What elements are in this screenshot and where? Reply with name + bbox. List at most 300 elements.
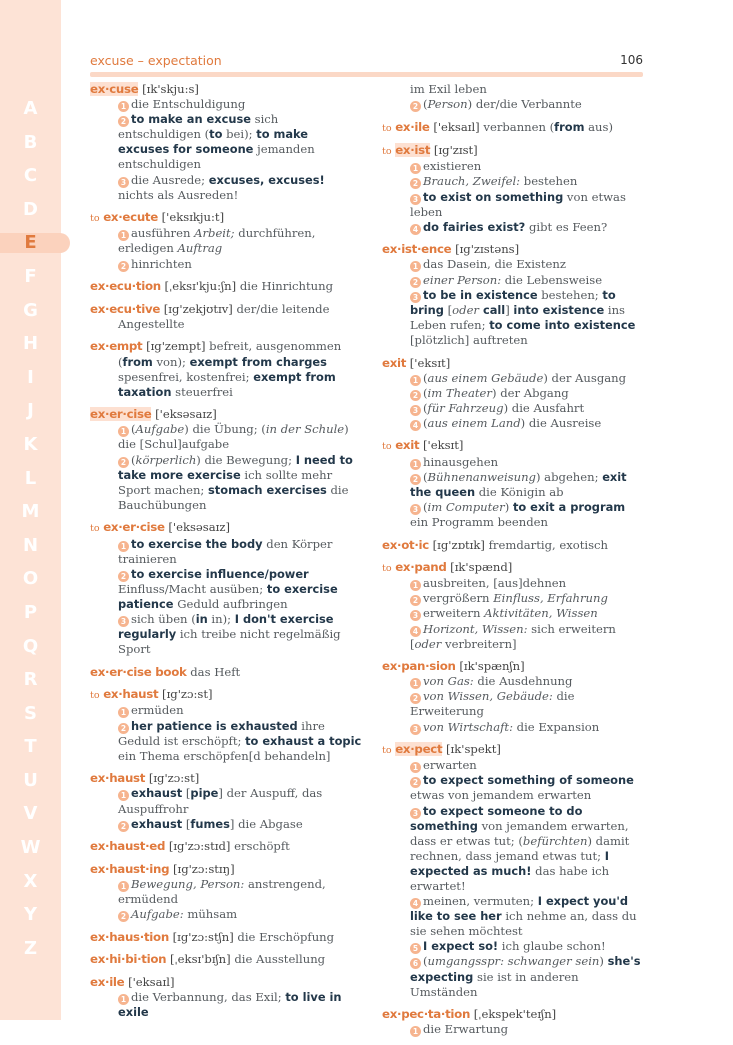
sense-number-icon: 2 xyxy=(118,723,129,734)
sense-number-icon: 2 xyxy=(410,101,421,112)
sense-number-icon: 2 xyxy=(410,693,421,704)
entry-executive xyxy=(90,302,362,332)
sense-text: ( xyxy=(131,452,136,467)
verb-marker: to xyxy=(382,563,392,575)
headword: ex·er·cise xyxy=(103,520,165,535)
usage-label: Auftrag xyxy=(177,241,223,256)
example-phrase: to come into existence xyxy=(489,317,636,332)
letter-tab-u[interactable]: U xyxy=(23,769,38,791)
sense-text: ausführen xyxy=(131,226,195,241)
sense-text: hinausgehen xyxy=(423,454,499,469)
sense-number-icon: 2 xyxy=(410,777,421,788)
example-phrase: to xyxy=(209,127,223,142)
pronunciation: ['eksaɪl] xyxy=(128,974,175,989)
sense-text: bestehen xyxy=(520,174,578,189)
letter-tab-h[interactable]: H xyxy=(22,333,39,355)
letter-tab-v[interactable]: V xyxy=(23,803,38,825)
definition: der/die leitende Angestellte xyxy=(118,301,330,331)
usage-label: Bühnenanweisung xyxy=(427,469,536,484)
entry-expand xyxy=(382,560,644,652)
example-phrase: to live in exile xyxy=(118,989,342,1020)
example-phrase: her patience is exhausted xyxy=(131,718,298,733)
headword: ex·pect xyxy=(395,742,443,757)
sense-number-icon: 3 xyxy=(410,808,421,819)
sense-text: die Ausfahrt xyxy=(511,400,585,415)
sense-text: erwarten xyxy=(423,758,477,773)
headword: ex·empt xyxy=(90,339,143,354)
sense-number-icon: 3 xyxy=(410,610,421,621)
usage-label: aus einem Land xyxy=(427,415,521,430)
sense-text: sich erweitern [ xyxy=(410,621,616,651)
sense-text: mühsam xyxy=(183,907,238,922)
pronunciation: ['eksəsaɪz] xyxy=(155,407,217,422)
sense-text: sie ist in anderen Umständen xyxy=(410,969,579,999)
sense-number-icon: 3 xyxy=(410,292,421,303)
sense-text: die Entschuldigung xyxy=(131,97,246,112)
pronunciation: [ɪg'zɪst] xyxy=(433,143,478,158)
letter-tab-k[interactable]: K xyxy=(23,433,38,455)
pronunciation: [ɪk'spænʃn] xyxy=(459,659,525,674)
example-phrase: do fairies exist? xyxy=(423,219,526,234)
sense-number-icon: 3 xyxy=(410,405,421,416)
sense-text: bestehen; xyxy=(537,287,603,302)
sense-text: ich sollte mehr Sport machen; xyxy=(118,467,333,497)
pronunciation: [ɪg'zekjʊtɪv] xyxy=(163,301,233,316)
sense-text: ins Leben rufen; xyxy=(410,302,625,332)
letter-tab-e-active[interactable]: E xyxy=(0,226,61,260)
verb-marker: to xyxy=(382,745,392,757)
sense-text: die Lebensweise xyxy=(501,272,603,287)
sense-text: ) die Übung; ( xyxy=(184,422,266,437)
pronunciation: ['eksɪt] xyxy=(409,355,451,370)
alphabet-index xyxy=(0,92,61,965)
sense-text: ( xyxy=(131,422,136,437)
usage-label: körperlich xyxy=(135,452,197,467)
sense-text: [plötzlich] auftreten xyxy=(410,332,528,347)
example-phrase: from xyxy=(554,119,585,134)
definition: die Hinrichtung xyxy=(239,279,333,294)
sense-text: ] der Auspuff, das Auspuffrohr xyxy=(118,786,323,816)
example-phrase: I expect you'd like to see her xyxy=(410,894,629,924)
pronunciation: [ɪk'spænd] xyxy=(450,560,513,575)
sense-number-icon: 2 xyxy=(410,595,421,606)
example-phrase: to exist on something xyxy=(423,189,564,204)
pronunciation: [ɪk'spekt] xyxy=(446,742,501,757)
sense-text: erweitern xyxy=(423,606,485,621)
sense-number-icon: 1 xyxy=(410,375,421,386)
letter-tab-y[interactable]: Y xyxy=(23,904,38,926)
headword: ex·hi·bi·tion xyxy=(90,952,167,967)
right-column xyxy=(382,82,644,1045)
entry-existence xyxy=(382,242,644,348)
page-header xyxy=(90,50,643,74)
letter-tab-c[interactable]: C xyxy=(23,165,38,187)
definition: steuerfrei xyxy=(171,384,233,399)
usage-label: für Fahrzeug xyxy=(427,400,504,415)
sense-text: das habe ich erwartet! xyxy=(410,863,610,893)
entry-exist xyxy=(382,143,644,235)
entry-excuse xyxy=(90,82,362,203)
sense-text: verbreitern] xyxy=(441,636,517,651)
page-number: 106 xyxy=(620,53,643,67)
headword: exit xyxy=(395,438,420,453)
entry-expectation xyxy=(382,1007,644,1037)
pronunciation: ['eksɪt] xyxy=(423,438,464,453)
sense-text: die Königin ab xyxy=(475,484,564,499)
sense-text: anstrengend, ermüdend xyxy=(118,876,326,906)
sense-number-icon: 1 xyxy=(410,1026,421,1037)
usage-label: Einfluss, Erfahrung xyxy=(493,591,608,606)
headword: ex·ile xyxy=(90,974,125,989)
example-phrase: I don't exercise regularly xyxy=(118,612,334,642)
example-phrase: to expect something of someone xyxy=(423,773,634,788)
letter-tab-b[interactable]: B xyxy=(23,131,38,153)
pronunciation: [ɪg'zɔ:stɪŋ] xyxy=(172,861,235,876)
sense-text: gibt es Feen? xyxy=(525,219,608,234)
guide-words: excuse – expectation xyxy=(90,53,222,68)
example-phrase: pipe xyxy=(190,786,219,801)
definition: fremdartig, exotisch xyxy=(488,537,609,552)
entry-exile-noun xyxy=(90,975,362,1020)
sense-text: ich glaube schon! xyxy=(498,939,606,954)
letter-tab-s[interactable]: S xyxy=(24,702,37,724)
letter-tab-i[interactable]: I xyxy=(27,366,34,388)
example-phrase: in xyxy=(195,612,208,626)
pronunciation: ['eksaɪl] xyxy=(433,119,480,134)
headword: ex·pan·sion xyxy=(382,659,456,674)
letter-tab-j[interactable]: J xyxy=(27,400,34,422)
sense-text: hinrichten xyxy=(131,256,192,271)
sense-number-icon: 3 xyxy=(410,724,421,735)
sense-text: ich nehme an, dass du sie sehen möchtest xyxy=(410,909,637,939)
sense-number-icon: 3 xyxy=(410,194,421,205)
definition: befreit, ausgenommen ( xyxy=(118,339,342,369)
sense-text: die Erwartung xyxy=(423,1022,509,1037)
sense-number-icon: 2 xyxy=(118,821,129,832)
sense-text: etwas von jemandem erwarten xyxy=(410,788,592,803)
sense-number-icon: 1 xyxy=(118,426,129,437)
sense-text: ein Thema erschöpfen[d behandeln] xyxy=(118,748,331,763)
pronunciation: [ɪg'zɔ:stɪd] xyxy=(168,839,231,854)
usage-label: von Gas: xyxy=(423,674,474,689)
sense-number-icon: 1 xyxy=(410,261,421,272)
entry-expansion xyxy=(382,659,644,734)
entry-exotic xyxy=(382,538,644,553)
sense-text: [ xyxy=(443,302,453,317)
pronunciation: [ɪk'skju:s] xyxy=(142,82,199,96)
usage-label: Aufgabe xyxy=(135,422,185,437)
definition: von); xyxy=(152,354,190,369)
sense-number-icon: 4 xyxy=(410,224,421,235)
pronunciation: ['eksɪkju:t] xyxy=(161,210,225,225)
sense-text: die Bauchübungen xyxy=(118,482,349,512)
letter-tab-r[interactable]: R xyxy=(23,669,38,691)
sense-number-icon: 1 xyxy=(118,881,129,892)
example-phrase: to bring xyxy=(410,287,616,317)
definition: verbannen ( xyxy=(479,119,555,134)
sense-number-icon: 1 xyxy=(410,580,421,591)
letter-tab-x[interactable]: X xyxy=(23,870,38,892)
example-phrase: exhaust xyxy=(131,816,183,831)
letter-tab-w[interactable]: W xyxy=(20,837,41,859)
sense-text: von etwas leben xyxy=(410,189,626,219)
sense-number-icon: 2 xyxy=(118,116,129,127)
headword: ex·ecute xyxy=(103,210,158,225)
sense-number-icon: 2 xyxy=(118,261,129,272)
entry-exile-verb xyxy=(382,120,644,136)
sense-text: ) die [Schul]aufgabe xyxy=(118,422,349,452)
sense-text: Einfluss/Macht ausüben; xyxy=(118,581,267,596)
headword: ex·haus·tion xyxy=(90,929,169,944)
entry-exercise-book xyxy=(90,665,362,680)
usage-label: Bewegung, Person: xyxy=(131,876,245,891)
letter-tab-l[interactable]: L xyxy=(24,467,37,489)
example-phrase: she's expecting xyxy=(410,954,641,984)
example-phrase: excuses, excuses! xyxy=(208,172,325,187)
usage-label: Arbeit; xyxy=(194,226,235,241)
sense-text: im Exil leben xyxy=(410,82,487,96)
left-column xyxy=(90,82,362,1028)
letter-tab-o[interactable]: O xyxy=(22,568,39,590)
headword: ex·er·cise xyxy=(90,407,152,422)
entry-execute xyxy=(90,210,362,271)
sense-text: existieren xyxy=(423,159,482,174)
sense-text: nichts als Ausreden! xyxy=(118,187,239,202)
example-phrase: stomach exercises xyxy=(208,482,327,497)
sense-text: sich üben ( xyxy=(131,612,196,626)
sense-number-icon: 3 xyxy=(410,504,421,515)
header-divider xyxy=(90,72,643,77)
example-phrase: into existence xyxy=(513,302,605,317)
sense-number-icon: 2 xyxy=(410,178,421,189)
headword: ex·ist·ence xyxy=(382,242,452,257)
sense-text: [ xyxy=(182,816,191,831)
sense-text: ] die Abgase xyxy=(229,816,303,831)
definition: spesenfrei, kostenfrei; xyxy=(118,369,254,384)
letter-tab-n[interactable]: N xyxy=(22,534,39,556)
definition: das Heft xyxy=(190,664,241,679)
sense-text: ( xyxy=(423,954,428,969)
sense-text: sich entschuldigen ( xyxy=(118,112,279,142)
verb-marker: to xyxy=(382,122,392,134)
headword: ex·er·cise book xyxy=(90,664,187,679)
headword: ex·haust·ing xyxy=(90,861,170,876)
usage-label: aus einem Gebäude xyxy=(427,370,544,385)
sense-number-icon: 1 xyxy=(118,230,129,241)
pronunciation: [ˌekspek'teɪʃn] xyxy=(473,1007,557,1022)
letter-tab-t[interactable]: T xyxy=(24,736,37,758)
verb-marker: to xyxy=(90,213,100,225)
headword: exit xyxy=(382,355,407,370)
example-phrase: to exhaust a topic xyxy=(245,733,362,748)
example-phrase: exhaust xyxy=(131,786,183,801)
sense-text: ) der/die Verbannte xyxy=(467,97,582,112)
example-phrase: exit the queen xyxy=(410,469,627,499)
letter-tab-f[interactable]: F xyxy=(24,265,37,287)
pronunciation: ['eksəsaɪz] xyxy=(168,520,230,535)
letter-tab-m[interactable]: M xyxy=(21,501,40,523)
entry-exercise-noun xyxy=(90,407,362,513)
headword: ex·ecu·tion xyxy=(90,279,161,294)
sense-text: die Verbannung, das Exil; xyxy=(131,989,286,1004)
pronunciation: [ɪg'zɔ:st] xyxy=(148,771,200,786)
usage-label: befürchten xyxy=(522,833,588,848)
sense-text: abgehen; xyxy=(540,469,603,484)
example-phrase: to exercise the body xyxy=(131,536,263,551)
example-phrase: to be in existence xyxy=(423,287,538,302)
sense-number-icon: 1 xyxy=(410,678,421,689)
sense-number-icon: 1 xyxy=(410,163,421,174)
headword: ex·ile xyxy=(395,119,430,134)
sense-text: vergrößern xyxy=(423,591,494,606)
letter-tab-p[interactable]: P xyxy=(23,601,38,623)
verb-marker: to xyxy=(382,441,392,453)
entry-exhausted xyxy=(90,839,362,854)
sense-text: ihre Geduld ist erschöpft; xyxy=(118,718,325,748)
pronunciation: [ɪg'zɪstəns] xyxy=(455,242,520,257)
pronunciation: [ɪg'zɔ:st] xyxy=(162,687,213,702)
verb-marker: to xyxy=(90,523,100,535)
headword: ex·pec·ta·tion xyxy=(382,1007,471,1022)
definition: die Ausstellung xyxy=(234,952,326,967)
entry-exempt xyxy=(90,339,362,399)
sense-number-icon: 1 xyxy=(410,459,421,470)
entry-exhaust-noun xyxy=(90,771,362,831)
headword: ex·haust·ed xyxy=(90,839,166,854)
example-phrase: I expected as much! xyxy=(410,848,610,878)
usage-label: Horizont, Wissen: xyxy=(423,621,528,636)
letter-tab-a[interactable]: A xyxy=(23,98,38,119)
sense-text: den Körper trainieren xyxy=(118,536,333,566)
usage-label: im Theater xyxy=(427,385,492,400)
entry-exit-verb: to exit ['eksɪt] 1 hinausgehen 2 (Bühnenanweisung) abgehen; exit the queen die Königin ab 3 (im Computer) to exit a program ein Programm beenden xyxy=(382,438,627,529)
alphabet-sidebar xyxy=(0,0,61,1020)
definition: erschöpft xyxy=(234,839,290,854)
headword: ex·pand xyxy=(395,560,447,575)
sense-text: meinen, vermuten; xyxy=(423,894,538,909)
sense-number-icon: 2 xyxy=(410,277,421,288)
sense-number-icon: 2 xyxy=(410,474,421,485)
sense-number-icon: 1 xyxy=(410,762,421,773)
entry-exhaustion xyxy=(90,930,362,945)
usage-label: oder xyxy=(452,302,479,317)
sense-number-icon: 4 xyxy=(410,626,421,637)
example-phrase: to exit a program xyxy=(512,499,626,514)
sense-number-icon: 4 xyxy=(410,898,421,909)
sense-text: die Erweiterung xyxy=(410,689,575,719)
sense-text: in); xyxy=(207,612,235,626)
sense-number-icon: 2 xyxy=(118,911,129,922)
sense-text: ( xyxy=(423,97,428,112)
headword: ex·cuse xyxy=(90,82,139,96)
letter-tab-z[interactable]: Z xyxy=(23,937,38,959)
letter-tab-d[interactable]: D xyxy=(23,198,38,220)
entry-exercise-verb xyxy=(90,520,362,657)
headword: ex·haust xyxy=(103,687,159,702)
entry-exile-noun-continued xyxy=(382,82,644,112)
sense-number-icon: 1 xyxy=(118,541,129,552)
example-phrase: I expect so! xyxy=(423,939,499,954)
example-phrase: to make excuses for someone xyxy=(118,127,309,157)
sense-text: die Ausdehnung xyxy=(473,674,573,689)
usage-label: von Wirtschaft: xyxy=(423,719,513,734)
pronunciation: [ɪg'zɔ:stʃn] xyxy=(172,929,234,944)
usage-label: oder xyxy=(414,636,442,651)
sense-text: das Dasein, die Existenz xyxy=(423,257,566,272)
sense-number-icon: 3 xyxy=(118,616,129,627)
pronunciation: [ˌeksɪ'kju:ʃn] xyxy=(164,279,237,294)
example-phrase: I need to take more exercise xyxy=(118,452,353,482)
entry-execution xyxy=(90,279,362,294)
sense-text: ermüden xyxy=(131,703,184,718)
headword: ex·ist xyxy=(395,143,431,158)
usage-label: im Computer xyxy=(427,499,505,514)
letter-tab-q[interactable]: Q xyxy=(22,635,39,657)
example-phrase: fumes xyxy=(190,816,230,831)
entry-exhausting xyxy=(90,862,362,922)
sense-number-icon: 1 xyxy=(118,790,129,801)
sense-text: jemanden entschuldigen xyxy=(118,142,315,172)
definition: aus) xyxy=(584,119,613,134)
sense-text: ) die Bewegung; xyxy=(196,452,296,467)
sense-text: die Ausrede; xyxy=(131,172,209,187)
verb-marker: to xyxy=(382,146,392,158)
sense-text: der Abgang xyxy=(500,385,569,400)
usage-label: in der Schule xyxy=(265,422,345,437)
sense-text: die Ausreise xyxy=(528,415,602,430)
example-phrase: to exercise influence/power xyxy=(131,566,309,581)
sense-text: ein Programm beenden xyxy=(410,514,548,529)
sense-text: von jemandem erwarten, dass er etwas tut; ( xyxy=(410,818,629,848)
example-phrase: exempt from taxation xyxy=(118,369,336,399)
definition: die Erschöpfung xyxy=(237,929,335,944)
usage-label: Aktivitäten, Wissen xyxy=(484,606,598,621)
usage-label: Aufgabe: xyxy=(131,907,184,922)
sense-text: der Ausgang xyxy=(551,370,627,385)
sense-text: ich treibe nicht regelmäßig Sport xyxy=(118,627,341,657)
sense-text: [ xyxy=(182,786,191,801)
verb-marker: to xyxy=(90,690,100,702)
sense-text: ) damit rechnen, dass jemand etwas tut; xyxy=(410,833,630,863)
example-phrase: from xyxy=(122,354,153,369)
sense-text: ausbreiten, [aus]dehnen xyxy=(423,576,567,591)
example-phrase: to expect someone to do something xyxy=(410,803,583,833)
usage-label: Brauch, Zweifel: xyxy=(423,174,521,189)
usage-label: Person xyxy=(427,97,468,112)
letter-tab-g[interactable]: G xyxy=(23,299,38,321)
sense-number-icon: 3 xyxy=(118,177,129,188)
entry-exhibition xyxy=(90,952,362,967)
sense-text: durchführen, erledigen xyxy=(118,226,316,256)
entry-exhaust-verb xyxy=(90,687,362,763)
headword: ex·haust xyxy=(90,771,146,786)
sense-number-icon: 5 xyxy=(410,943,421,954)
entry-exit-noun: exit ['eksɪt] 1 (aus einem Gebäude) der Ausgang 2 (im Theater) der Abgang 3 (für Fahrzeug) die Ausfahrt 4 (aus einem Land) die Ausreise xyxy=(382,355,627,430)
example-phrase: to exercise patience xyxy=(118,581,338,611)
sense-number-icon: 2 xyxy=(410,390,421,401)
sense-text: ) xyxy=(599,954,608,969)
headword: ex·ot·ic xyxy=(382,537,429,552)
sense-number-icon: 1 xyxy=(118,994,129,1005)
sense-number-icon: 2 xyxy=(118,457,129,468)
pronunciation: [ˌeksɪ'bɪʃn] xyxy=(169,952,231,967)
sense-number-icon: 2 xyxy=(118,571,129,582)
sense-text: die Expansion xyxy=(512,719,600,734)
sense-number-icon: 6 xyxy=(410,958,421,969)
sense-text: Geduld aufbringen xyxy=(173,596,288,611)
sense-number-icon: 1 xyxy=(118,101,129,112)
usage-label: von Wissen, Gebäude: xyxy=(423,689,553,704)
